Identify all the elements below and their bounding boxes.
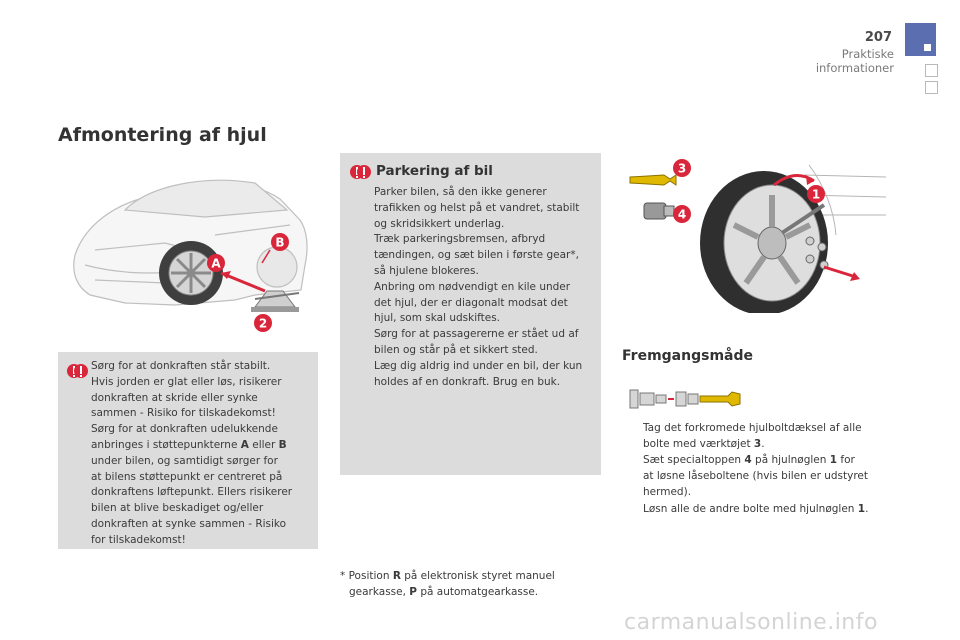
- parking-text-line: Sørg for at passagererne er stået ud af: [374, 328, 579, 341]
- procedure-step-3: Løsn alle de andre bolte med hjulnøglen 1.: [643, 503, 869, 515]
- parking-box-title: Parkering af bil: [376, 163, 493, 179]
- page-title: Afmontering af hjul: [58, 124, 267, 146]
- parking-text-line: tændingen, og sæt bilen i første gear*,: [374, 249, 579, 262]
- label-a: A: [211, 256, 221, 271]
- label-2-badge: [253, 313, 273, 333]
- parking-text-line: Parker bilen, så den ikke generer: [374, 186, 547, 198]
- warning-icon: [67, 364, 89, 378]
- page-marker-icon: [925, 64, 938, 77]
- svg-text:3: 3: [677, 161, 687, 176]
- tools-illustration: [628, 380, 744, 416]
- wheel-bolts-illustration: [624, 155, 886, 313]
- label-b-badge: [270, 232, 290, 252]
- section-title: Praktiske informationer: [815, 47, 894, 75]
- label-b: B: [275, 235, 285, 250]
- front-wheel: [159, 241, 223, 305]
- parking-text-line: hjul, som skal udskiftes.: [374, 312, 501, 325]
- procedure-step-1: Tag det forkromede hjulboltdæksel af alle bolte med værktøjet 3.: [643, 422, 862, 450]
- parking-text-line: så hjulene blokeres.: [374, 264, 479, 277]
- procedure-step-2: Sæt specialtoppen 4 på hjulnøglen 1 for at løsne låseboltene (hvis bilen er udstyret hermed).: [643, 454, 869, 498]
- procedure-title: Fremgangsmåde: [622, 348, 753, 364]
- jack-warning-box: [58, 352, 318, 549]
- svg-text:1: 1: [811, 187, 821, 202]
- jack-warning-text: Sørg for at donkraften står stabilt. Hvis jorden er glat eller løs, risikerer donkraften at skride eller synke sammen - Risiko for tilskadekomst! Sørg for at donkraften udelukkende anbringes i støttepunkterne A eller B under bilen, og samtidigt sørger for at bilens støttepunkt er centreret på donkraftens løftepunkt. Ellers risikerer bilen at blive beskadiget og/eller donkraften at synke sammen - Risiko for tilskadekomst!: [91, 360, 293, 546]
- svg-text:4: 4: [677, 207, 687, 222]
- parking-text-line: Læg dig aldrig ind under en bil, der kun: [374, 359, 583, 372]
- watermark: carmanualsonline.info: [624, 610, 878, 635]
- parking-warning-box: [340, 153, 601, 475]
- parking-text-line: og skridsikkert underlag.: [374, 217, 505, 230]
- parking-text-line: holdes af en donkraft. Brug en buk.: [374, 375, 561, 388]
- tab-marker-icon: [924, 44, 931, 51]
- label-3-badge: [672, 158, 692, 178]
- label-1-badge: [806, 184, 826, 204]
- section-tab[interactable]: [905, 23, 936, 56]
- parking-text: [374, 185, 596, 390]
- parking-text-line: trafikken og helst på et vandret, stabilt: [374, 201, 580, 214]
- label-2: 2: [258, 316, 268, 331]
- page-number: 207: [864, 30, 892, 45]
- label-4-badge: [672, 204, 692, 224]
- label-a-badge: [206, 253, 226, 273]
- parking-text-line: bilen og står på et sikkert sted.: [374, 343, 538, 356]
- page-marker-icon: [925, 81, 938, 94]
- parking-text-line: Anbring om nødvendigt en kile under: [374, 280, 571, 293]
- gear-footnote: * Position R på elektronisk styret manuel gearkasse, P på automatgearkasse.: [340, 570, 555, 598]
- parking-text-line: det hjul, der er diagonalt modsat det: [374, 296, 568, 309]
- warning-icon: [350, 165, 372, 179]
- parking-text-line: Træk parkeringsbremsen, afbryd: [374, 233, 546, 246]
